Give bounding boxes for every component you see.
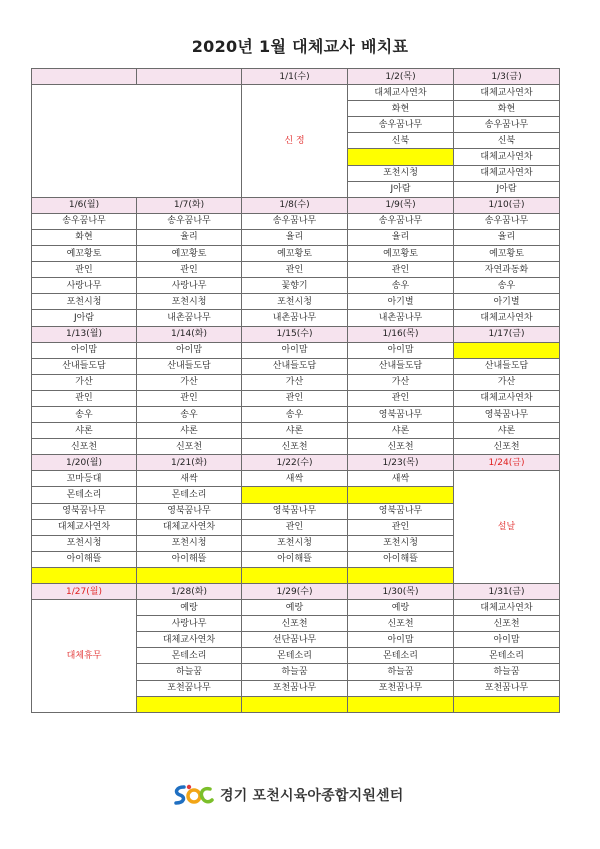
date-cell: 1/23(목) <box>348 455 454 471</box>
schedule-cell: 신북 <box>348 133 454 149</box>
date-cell: 1/16(목) <box>348 326 454 342</box>
schedule-cell: 예꼬황토 <box>348 246 454 262</box>
schedule-cell: 송우꿈나무 <box>454 117 560 133</box>
schedule-cell: 가산 <box>137 374 242 390</box>
schedule-cell: 아이맘 <box>137 342 242 358</box>
schedule-cell: 대체교사연차 <box>348 85 454 101</box>
schedule-cell: 몬테소리 <box>348 648 454 664</box>
date-cell: 1/20(월) <box>32 455 137 471</box>
schedule-cell: 샤론 <box>137 423 242 439</box>
schedule-cell: 송우 <box>348 278 454 294</box>
schedule-cell: 율리 <box>454 229 560 245</box>
date-cell: 1/17(금) <box>454 326 560 342</box>
schedule-cell: 하늘꿈 <box>454 664 560 680</box>
schedule-cell: 예랑 <box>242 600 348 616</box>
schedule-cell: 관인 <box>348 519 454 535</box>
date-cell: 1/3(금) <box>454 69 560 85</box>
schedule-cell: 대체교사연차 <box>137 632 242 648</box>
week1-date-row <box>32 69 560 85</box>
week4-date-row <box>32 455 560 471</box>
date-cell: 1/31(금) <box>454 584 560 600</box>
schedule-cell: 신포천 <box>242 616 348 632</box>
highlight-cell <box>348 567 454 583</box>
schedule-cell: 신포천 <box>454 439 560 455</box>
schedule-cell: 몬테소리 <box>242 648 348 664</box>
schedule-cell: 대체교사연차 <box>137 519 242 535</box>
schedule-cell: 내촌꿈나무 <box>137 310 242 326</box>
schedule-cell: 화현 <box>348 101 454 117</box>
schedule-cell: 포천시청 <box>348 165 454 181</box>
date-cell: 1/6(월) <box>32 197 137 213</box>
schedule-cell: 송우꿈나무 <box>348 117 454 133</box>
schedule-cell: 내촌꿈나무 <box>242 310 348 326</box>
schedule-cell: 하늘꿈 <box>242 664 348 680</box>
schedule-cell: 관인 <box>348 262 454 278</box>
schedule-cell: 송우꿈나무 <box>137 213 242 229</box>
highlight-cell <box>242 567 348 583</box>
schedule-cell: 관인 <box>32 390 137 406</box>
schedule-cell: 아이맘 <box>348 632 454 648</box>
schedule-cell: 포천시청 <box>137 294 242 310</box>
schedule-cell: 아이맘 <box>32 342 137 358</box>
schedule-cell: 가산 <box>32 374 137 390</box>
schedule-cell: 포천꿈나무 <box>348 680 454 696</box>
schedule-cell: 율리 <box>348 229 454 245</box>
schedule-cell: 하늘꿈 <box>137 664 242 680</box>
date-cell: 1/1(수) <box>242 69 348 85</box>
schedule-cell: 가산 <box>242 374 348 390</box>
schedule-cell: 신포천 <box>348 439 454 455</box>
highlight-cell <box>242 487 348 503</box>
schedule-cell: 송우 <box>454 278 560 294</box>
schedule-cell: 새싹 <box>242 471 348 487</box>
empty-cell <box>32 85 242 198</box>
schedule-cell: 관인 <box>348 390 454 406</box>
schedule-cell: 아기별 <box>348 294 454 310</box>
date-cell: 1/21(화) <box>137 455 242 471</box>
schedule-cell: 아이해뜰 <box>348 551 454 567</box>
date-cell: 1/30(목) <box>348 584 454 600</box>
date-cell: 1/14(화) <box>137 326 242 342</box>
schedule-cell: 송우 <box>137 406 242 422</box>
schedule-cell: 산내들도담 <box>348 358 454 374</box>
schedule-cell: 관인 <box>242 390 348 406</box>
schedule-cell: J아람 <box>348 181 454 197</box>
highlight-cell <box>454 696 560 712</box>
week3-date-row <box>32 326 560 342</box>
schedule-cell: 포천시청 <box>32 294 137 310</box>
center-logo-icon <box>170 781 214 809</box>
schedule-cell: J아람 <box>454 181 560 197</box>
schedule-cell: 관인 <box>242 262 348 278</box>
org-name: 경기 포천시육아종합지원센터 <box>220 788 404 804</box>
schedule-cell: 꼬마등대 <box>32 471 137 487</box>
schedule-cell: 영북꿈나무 <box>348 406 454 422</box>
holiday-cell: 대체휴무 <box>32 600 137 713</box>
schedule-cell: 신포천 <box>454 616 560 632</box>
schedule-cell: 송우꿈나무 <box>32 213 137 229</box>
schedule-cell: 아이맘 <box>454 632 560 648</box>
footer <box>170 780 404 810</box>
schedule-cell: 신포천 <box>137 439 242 455</box>
schedule-cell: 내촌꿈나무 <box>348 310 454 326</box>
schedule-cell: 포천시청 <box>348 535 454 551</box>
schedule-cell: 율리 <box>137 229 242 245</box>
highlight-cell <box>242 696 348 712</box>
schedule-cell: 산내들도담 <box>137 358 242 374</box>
date-cell-holiday: 1/27(월) <box>32 584 137 600</box>
date-cell: 1/10(금) <box>454 197 560 213</box>
date-cell-holiday: 1/24(금) <box>454 455 560 471</box>
schedule-cell: 샤론 <box>454 423 560 439</box>
schedule-cell: 송우 <box>242 406 348 422</box>
schedule-cell: 관인 <box>32 262 137 278</box>
highlight-cell <box>348 696 454 712</box>
schedule-cell: 신포천 <box>32 439 137 455</box>
schedule-cell: 가산 <box>454 374 560 390</box>
highlight-cell <box>137 696 242 712</box>
schedule-cell: 대체교사연차 <box>454 149 560 165</box>
schedule-cell: 몬테소리 <box>137 648 242 664</box>
schedule-cell: 아이맘 <box>242 342 348 358</box>
schedule-cell: 포천시청 <box>32 535 137 551</box>
schedule-cell: 신포천 <box>348 616 454 632</box>
schedule-cell: 대체교사연차 <box>454 390 560 406</box>
schedule-cell: 대체교사연차 <box>454 600 560 616</box>
schedule-cell: 산내들도담 <box>32 358 137 374</box>
schedule-cell: 산내들도담 <box>242 358 348 374</box>
schedule-cell: 예꼬황토 <box>32 246 137 262</box>
schedule-cell: 샤론 <box>348 423 454 439</box>
week2-date-row <box>32 197 560 213</box>
highlight-cell <box>454 342 560 358</box>
schedule-cell: 영북꿈나무 <box>454 406 560 422</box>
schedule-cell: 포천꿈나무 <box>454 680 560 696</box>
highlight-cell <box>32 567 137 583</box>
schedule-cell: 꽃향기 <box>242 278 348 294</box>
schedule-cell: 몬테소리 <box>454 648 560 664</box>
date-cell <box>32 69 137 85</box>
schedule-cell: 하늘꿈 <box>348 664 454 680</box>
schedule-cell: 대체교사연차 <box>454 165 560 181</box>
holiday-cell: 신 정 <box>242 85 348 198</box>
schedule-cell: 아이해뜰 <box>242 551 348 567</box>
schedule-cell: 신포천 <box>242 439 348 455</box>
schedule-cell: 대체교사연차 <box>454 310 560 326</box>
date-cell: 1/13(월) <box>32 326 137 342</box>
schedule-cell: 포천꿈나무 <box>242 680 348 696</box>
schedule-cell: 아이해뜰 <box>32 551 137 567</box>
schedule-cell: 아이맘 <box>348 342 454 358</box>
date-cell: 1/29(수) <box>242 584 348 600</box>
schedule-cell: 대체교사연차 <box>454 85 560 101</box>
schedule-cell: 샤론 <box>242 423 348 439</box>
schedule-cell: 가산 <box>348 374 454 390</box>
schedule-cell: 영북꿈나무 <box>242 503 348 519</box>
schedule-cell: 선단꿈나무 <box>242 632 348 648</box>
schedule-table <box>31 68 560 713</box>
date-cell: 1/7(화) <box>137 197 242 213</box>
date-cell: 1/9(목) <box>348 197 454 213</box>
schedule-cell: 아기별 <box>454 294 560 310</box>
schedule-cell: 송우꿈나무 <box>348 213 454 229</box>
schedule-cell: 사랑나무 <box>137 616 242 632</box>
schedule-cell: 영북꿈나무 <box>32 503 137 519</box>
schedule-cell: 샤론 <box>32 423 137 439</box>
date-cell: 1/28(화) <box>137 584 242 600</box>
schedule-cell: 화현 <box>32 229 137 245</box>
schedule-cell: 자연과동화 <box>454 262 560 278</box>
date-cell: 1/22(수) <box>242 455 348 471</box>
schedule-cell: 사랑나무 <box>137 278 242 294</box>
schedule-cell: 사랑나무 <box>32 278 137 294</box>
schedule-cell: 예꼬황토 <box>242 246 348 262</box>
schedule-cell: 새싹 <box>348 471 454 487</box>
schedule-cell: 관인 <box>137 262 242 278</box>
highlight-cell <box>348 149 454 165</box>
schedule-cell: 화현 <box>454 101 560 117</box>
highlight-cell <box>137 567 242 583</box>
schedule-cell: 몬테소리 <box>137 487 242 503</box>
schedule-cell: 율리 <box>242 229 348 245</box>
date-cell <box>137 69 242 85</box>
schedule-cell: 예꼬황토 <box>137 246 242 262</box>
schedule-cell: 예랑 <box>348 600 454 616</box>
schedule-cell: 예랑 <box>137 600 242 616</box>
schedule-cell: 송우 <box>32 406 137 422</box>
page-title: 2020년 1월 대체교사 배치표 <box>191 37 409 56</box>
date-cell: 1/2(목) <box>348 69 454 85</box>
schedule-cell: 대체교사연차 <box>32 519 137 535</box>
schedule-cell: 관인 <box>242 519 348 535</box>
schedule-cell: 송우꿈나무 <box>242 213 348 229</box>
date-cell: 1/15(수) <box>242 326 348 342</box>
schedule-cell: 포천꿈나무 <box>137 680 242 696</box>
schedule-cell: J아람 <box>32 310 137 326</box>
schedule-cell: 새싹 <box>137 471 242 487</box>
schedule-cell: 송우꿈나무 <box>454 213 560 229</box>
schedule-cell: 포천시청 <box>242 294 348 310</box>
schedule-cell: 영북꿈나무 <box>348 503 454 519</box>
schedule-cell: 예꼬황토 <box>454 246 560 262</box>
date-cell: 1/8(수) <box>242 197 348 213</box>
schedule-cell: 신북 <box>454 133 560 149</box>
schedule-cell: 산내들도담 <box>454 358 560 374</box>
schedule-cell: 관인 <box>137 390 242 406</box>
highlight-cell <box>348 487 454 503</box>
holiday-cell: 설날 <box>454 471 560 584</box>
schedule-cell: 포천시청 <box>137 535 242 551</box>
week5-date-row <box>32 584 560 600</box>
schedule-cell: 몬테소리 <box>32 487 137 503</box>
schedule-cell: 영북꿈나무 <box>137 503 242 519</box>
schedule-cell: 아이해뜰 <box>137 551 242 567</box>
schedule-cell: 포천시청 <box>242 535 348 551</box>
